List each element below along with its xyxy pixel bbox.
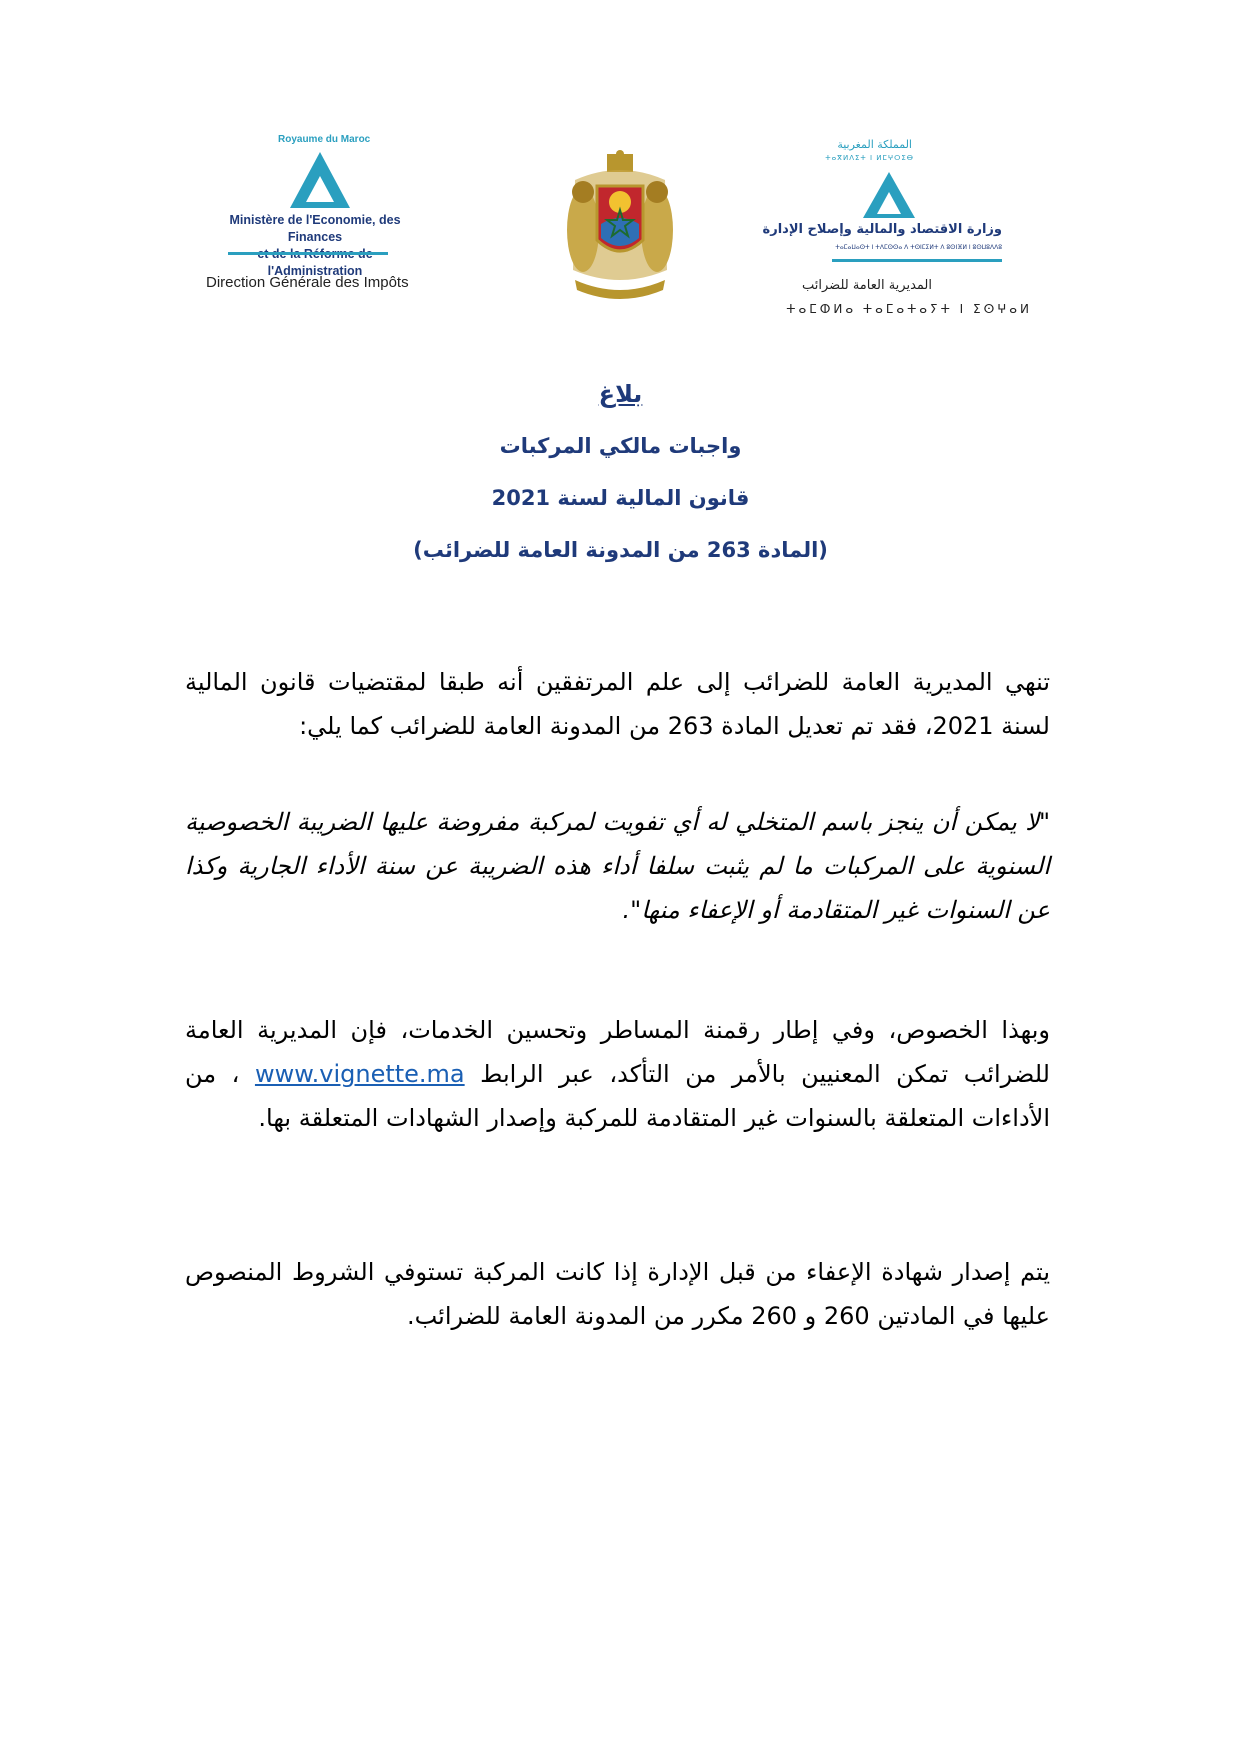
exemption-paragraph: يتم إصدار شهادة الإعفاء من قبل الإدارة إذا كانت المركبة تستوفي الشروط المنصوص عليها في المادتين 260 و 260 مكرر من المدونة العامة للضرائب.	[185, 1258, 1050, 1330]
divider	[832, 259, 1002, 262]
ministry-line-1: Ministère de l'Economie, des Finances	[229, 213, 401, 244]
article-reference: (المادة 263 من المدونة العامة للضرائب)	[413, 538, 828, 562]
ministry-name-fr	[210, 212, 420, 280]
divider	[228, 252, 388, 255]
ministry-name-ar: وزارة الاقتصاد والمالية وإصلاح الإدارة	[762, 222, 1002, 237]
quoted-article-text: "لا يمكن أن ينجز باسم المتخلي له أي تفويت لمركبة مفروضة عليها الضريبة الخصوصية السنوية على المركبات ما لم يثبت سلفا أداء هذه الضريبة عن سنة الأداء الجارية وكذا عن السنوات غير المتقادمة أو الإعفاء منها".	[185, 808, 1050, 924]
directorate-name-ar: المديرية العامة للضرائب	[802, 278, 932, 293]
notice-titles	[0, 380, 1241, 562]
dgi-logo-french	[200, 132, 460, 302]
vignette-website-link[interactable]: www.vignette.ma	[254, 1060, 465, 1088]
intro-paragraph: تنهي المديرية العامة للضرائب إلى علم المرتفقين أنه طبقا لمقتضيات قانون المالية لسنة 2021، فقد تم تعديل المادة 263 من المدونة العامة للضرائب كما يلي:	[185, 668, 1050, 740]
notice-subject: واجبات مالكي المركبات	[499, 434, 742, 458]
dgi-logo-arabic	[752, 132, 1032, 322]
service-text-end: ، من الأداءات المتعلقة بالسنوات غير المتقادمة للمركبة وإصدار الشهادات المتعلقة بها.	[185, 1060, 1050, 1132]
finance-law-title: قانون المالية لسنة 2021	[491, 486, 750, 510]
service-text-start: وبهذا الخصوص، وفي إطار رقمنة المساطر وتحسين الخدمات، فإن المديرية العامة للضرائب تمكن المعنيين بالأمر من التأكد، عبر الرابط	[185, 1016, 1050, 1088]
coat-of-arms-icon	[555, 150, 685, 305]
kingdom-label-fr: Royaume du Maroc	[278, 134, 371, 145]
mountain-icon	[288, 150, 352, 210]
ministry-name-tifinagh: ⵜⴰⵎⴰⵡⴰⵙⵜ ⵏ ⵜⴷⵎⵙⵙⴰ ⴷ ⵜⵙⵏⵎⵉⵍⵜ ⴷ ⵓⵙⵏⴼⵍ ⵏ ⵓⵙⵡⵓⴷⴷⵓ	[835, 244, 1002, 251]
service-paragraph	[185, 1008, 1050, 1140]
kingdom-label-tifinagh: ⵜⴰⴳⵍⴷⵉⵜ ⵏ ⵍⵎⵖⵔⵉⴱ	[825, 154, 914, 162]
ministry-line-2: l'Administration	[267, 264, 363, 278]
directorate-name-tifinagh: ⵜⴰⵎⵀⵍⴰ ⵜⴰⵎⴰⵜⴰⵢⵜ ⵏ ⵉⵙⵖⴰⵍ	[786, 302, 1032, 316]
mountain-icon	[861, 170, 917, 220]
notice-heading: بلاغ	[598, 380, 643, 408]
kingdom-label-ar: المملكة المغربية	[837, 138, 912, 151]
directorate-name-fr: Direction Générale des Impôts	[206, 274, 409, 291]
letterhead	[0, 0, 1241, 340]
